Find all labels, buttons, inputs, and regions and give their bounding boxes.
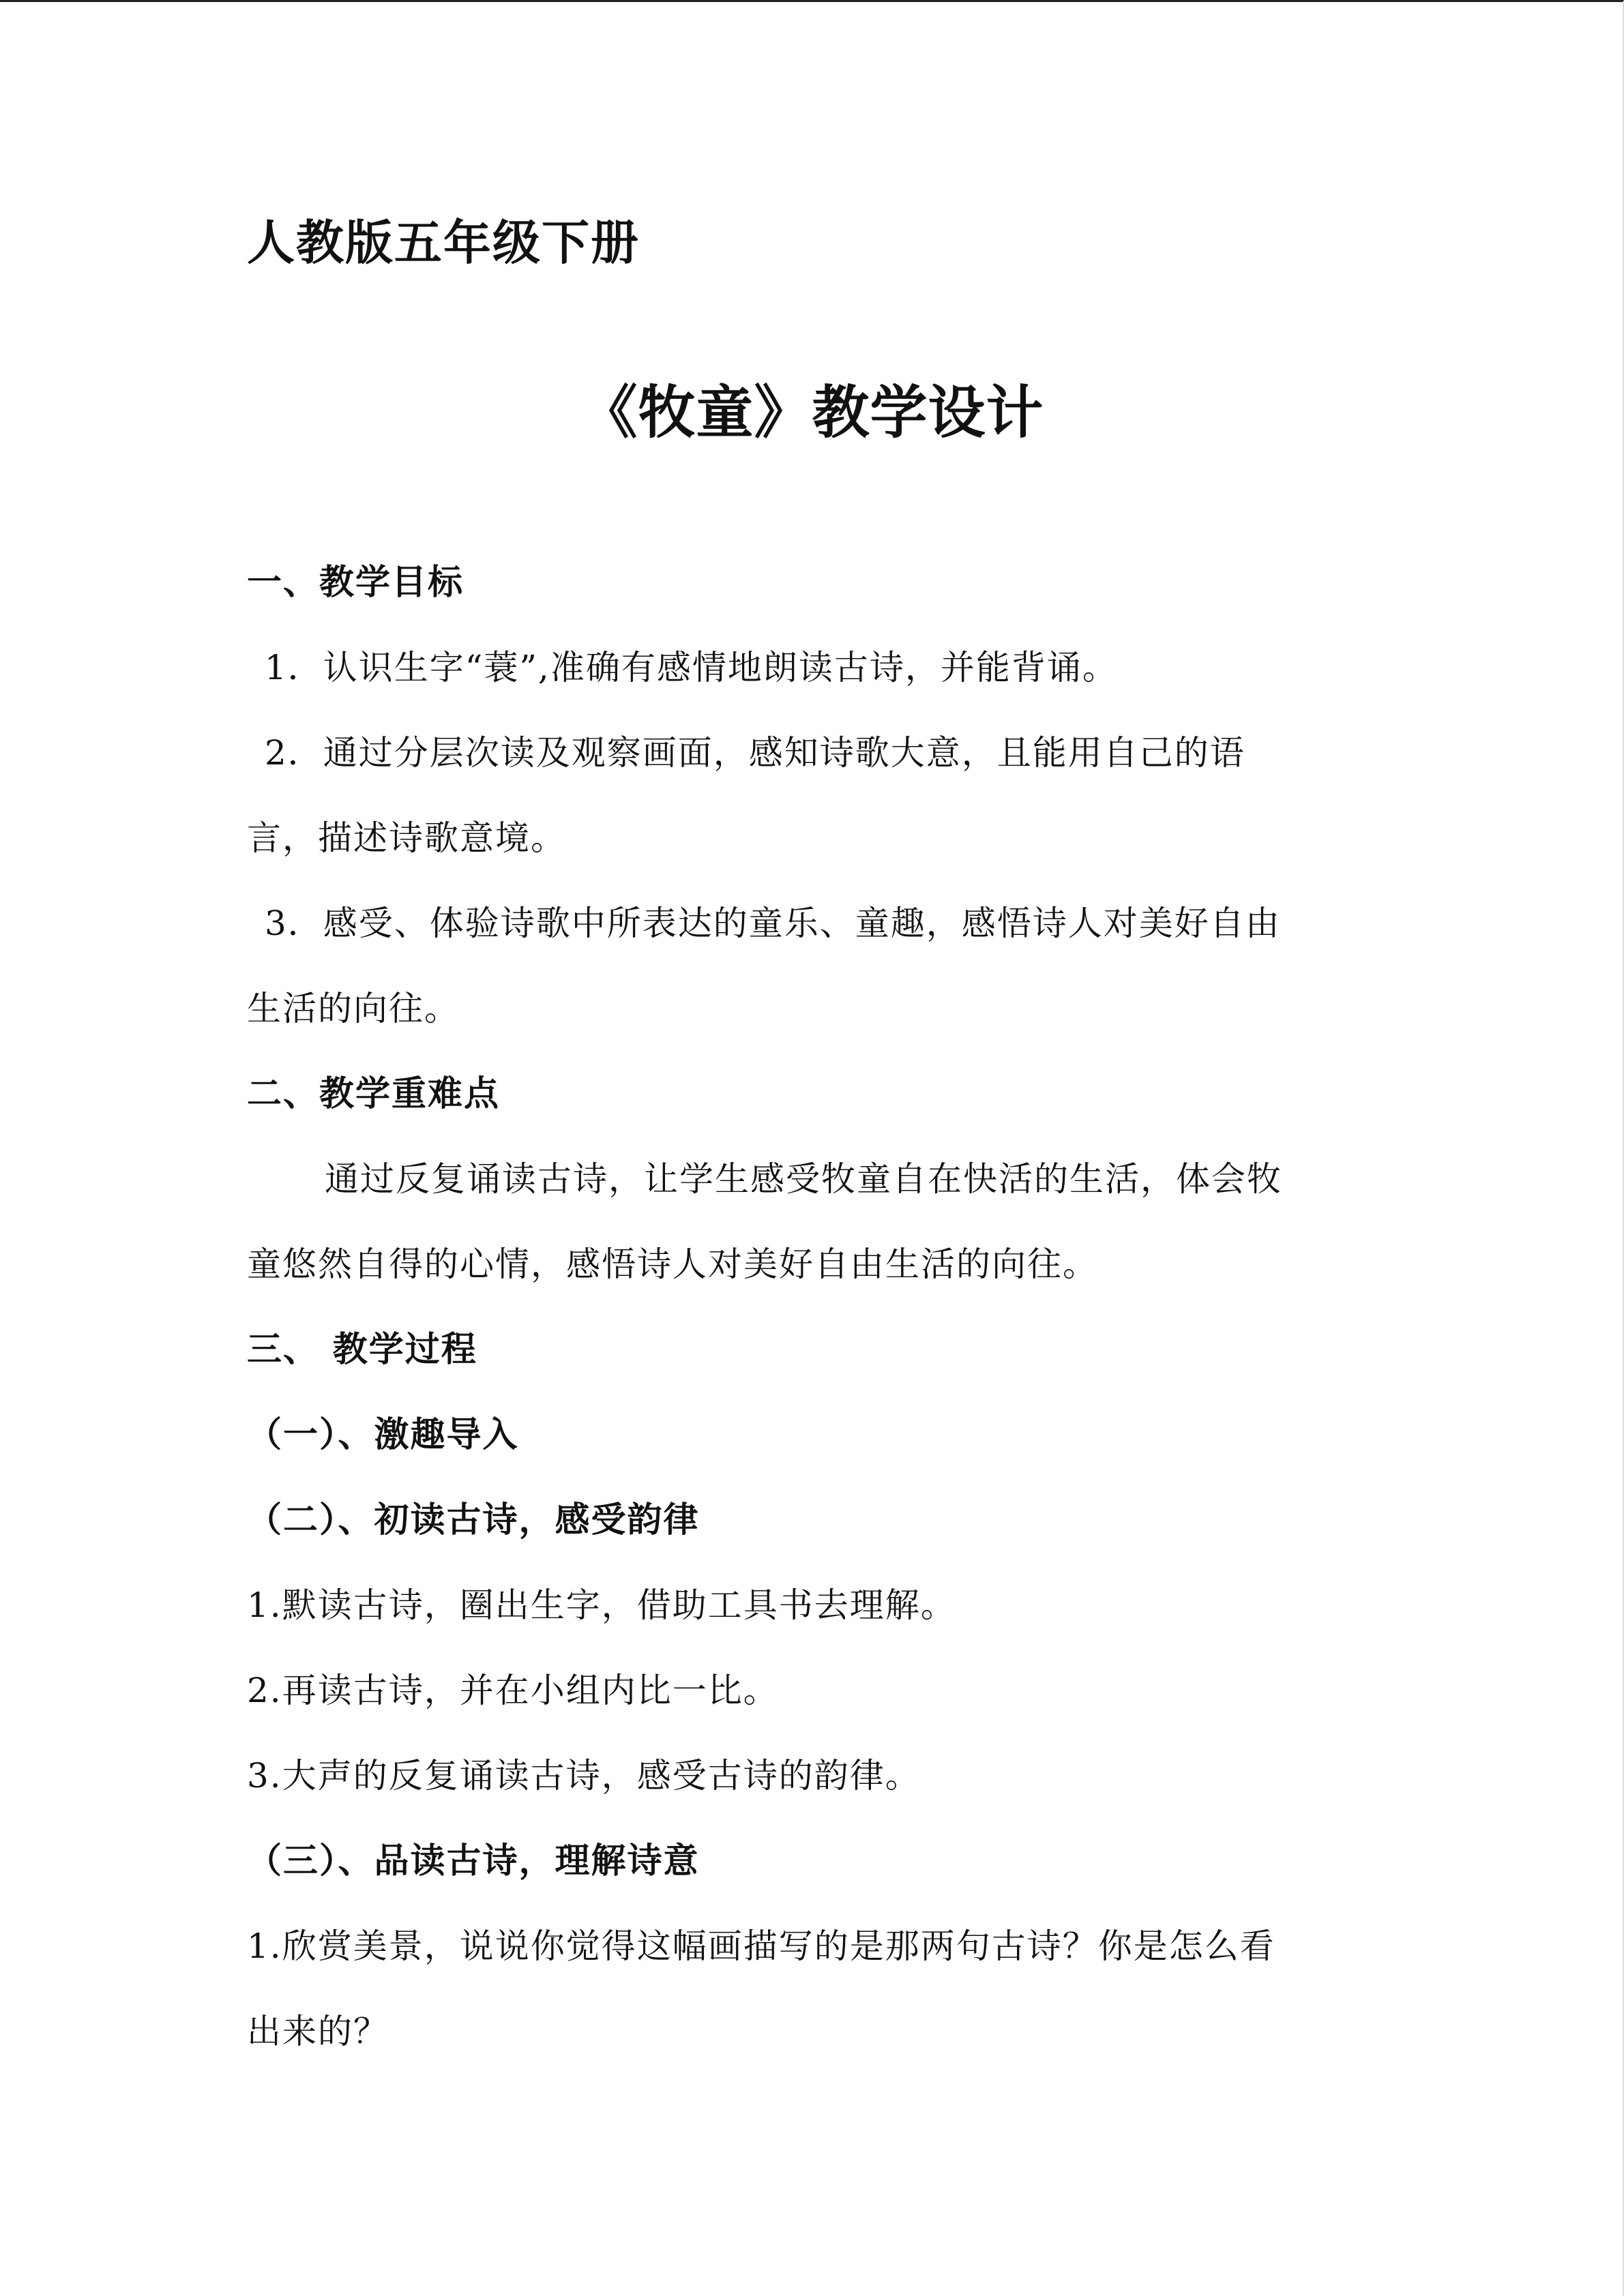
first-reading-item-3: 3.大声的反复诵读古诗，感受古诗的韵律。: [247, 1756, 921, 1795]
section-heading-key-points: 二、教学重难点: [247, 1074, 501, 1114]
grade-subject-line: 人教版五年级下册: [247, 215, 640, 271]
document-title: 《牧童》教学设计: [580, 379, 1044, 446]
section-heading-teaching-goals: 一、教学目标: [247, 563, 464, 603]
first-reading-item-1: 1.默读古诗，圈出生字，借助工具书去理解。: [247, 1585, 956, 1625]
subsection-heading-appreciation: （三）、品读古诗，理解诗意: [247, 1841, 700, 1881]
goal-item-1: 1．认识生字“蓑”,准确有感情地朗读古诗，并能背诵。: [265, 648, 1118, 687]
subsection-heading-intro: （一）、激趣导入: [247, 1415, 519, 1455]
key-points-paragraph-line-2: 童悠然自得的心情，感悟诗人对美好自由生活的向往。: [247, 1244, 1098, 1284]
section-heading-teaching-process: 三、 教学过程: [247, 1330, 477, 1370]
goal-item-2-line-1: 2．通过分层次读及观察画面，感知诗歌大意，且能用自己的语: [265, 733, 1245, 773]
first-reading-item-2: 2.再读古诗，并在小组内比一比。: [247, 1671, 779, 1710]
subsection-heading-first-reading: （二）、初读古诗，感受韵律: [247, 1500, 700, 1540]
goal-item-3-line-1: 3．感受、体验诗歌中所表达的童乐、童趣，感悟诗人对美好自由: [265, 904, 1281, 943]
appreciation-item-1-line-1: 1.欣赏美景，说说你觉得这幅画描写的是那两句古诗？你是怎么看: [247, 1926, 1275, 1966]
goal-item-3-line-2: 生活的向往。: [247, 989, 460, 1028]
appreciation-item-1-line-2: 出来的？: [247, 2012, 389, 2051]
key-points-paragraph-line-1: 通过反复诵读古诗，让学生感受牧童自在快活的生活，体会牧: [325, 1159, 1282, 1199]
goal-item-2-line-2: 言，描述诗歌意境。: [247, 818, 566, 858]
